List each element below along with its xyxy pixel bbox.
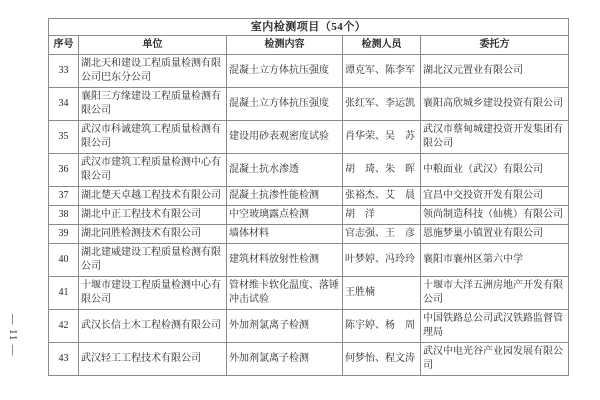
- table-body: [49, 55, 569, 376]
- table-row: [49, 343, 569, 376]
- cell-serial-no: 34: [49, 88, 79, 121]
- table-row: [49, 121, 569, 154]
- cell-unit: 湖北中正工程技术有限公司: [79, 206, 227, 225]
- cell-test-content: 混凝土抗渗性能检测: [227, 187, 343, 206]
- table-row: [49, 187, 569, 206]
- cell-unit: 十堰市建设工程质量检测中心有限公司: [79, 277, 227, 310]
- cell-test-personnel: 胡 洋: [343, 206, 421, 225]
- cell-test-content: 混凝土立方体抗压强度: [227, 88, 343, 121]
- table-row: [49, 88, 569, 121]
- cell-unit: 湖北同胜检测技术有限公司: [79, 225, 227, 244]
- cell-unit: 襄阳三方缘建设工程质量检测有限公司: [79, 88, 227, 121]
- table-row: [49, 154, 569, 187]
- cell-unit: 武汉市建筑工程质量检测中心有限公司: [79, 154, 227, 187]
- indoor-inspection-table: [48, 18, 569, 376]
- column-header-serial-no: 序号: [49, 36, 79, 55]
- cell-serial-no: 41: [49, 277, 79, 310]
- cell-test-personnel: 谭克军、陈李军: [343, 55, 421, 88]
- cell-serial-no: 36: [49, 154, 79, 187]
- cell-serial-no: 42: [49, 310, 79, 343]
- table-row: [49, 277, 569, 310]
- column-header-test-content: 检测内容: [227, 36, 343, 55]
- cell-test-content: 建筑材料放射性检测: [227, 244, 343, 277]
- cell-client: 武汉中电光谷产业园发展有限公司: [421, 343, 569, 376]
- table-row: [49, 55, 569, 88]
- cell-unit: 武汉轻工工程技术有限公司: [79, 343, 227, 376]
- cell-test-personnel: 何梦怡、程文涛: [343, 343, 421, 376]
- table-row: [49, 310, 569, 343]
- cell-serial-no: 33: [49, 55, 79, 88]
- cell-serial-no: 37: [49, 187, 79, 206]
- cell-test-personnel: 官志强、王 彦: [343, 225, 421, 244]
- column-header-client: 委托方: [421, 36, 569, 55]
- cell-serial-no: 35: [49, 121, 79, 154]
- cell-test-content: 混凝土立方体抗压强度: [227, 55, 343, 88]
- cell-test-content: 外加剂氯离子检测: [227, 343, 343, 376]
- column-header-test-personnel: 检测人员: [343, 36, 421, 55]
- cell-client: 领尚制造科技（仙桃）有限公司: [421, 206, 569, 225]
- cell-client: 十堰市大洋五洲房地产开发有限公司: [421, 277, 569, 310]
- cell-client: 宜昌中交投资开发有限公司: [421, 187, 569, 206]
- cell-serial-no: 39: [49, 225, 79, 244]
- cell-serial-no: 43: [49, 343, 79, 376]
- cell-test-content: 建设用砂表观密度试验: [227, 121, 343, 154]
- cell-client: 湖北汉元置业有限公司: [421, 55, 569, 88]
- cell-client: 襄阳高欣城乡建设投资有限公司: [421, 88, 569, 121]
- cell-client: 中粮面业（武汉）有限公司: [421, 154, 569, 187]
- cell-test-content: 混凝土抗水渗透: [227, 154, 343, 187]
- cell-client: 中国铁路总公司武汉铁路监督管理局: [421, 310, 569, 343]
- cell-test-personnel: 王胜楠: [343, 277, 421, 310]
- cell-client: 恩施梦巢小镇置业有限公司: [421, 225, 569, 244]
- cell-client: 襄阳市襄州区第六中学: [421, 244, 569, 277]
- cell-unit: 湖北楚天卓越工程技术有限公司: [79, 187, 227, 206]
- cell-test-personnel: 肖华荣、吴 苏: [343, 121, 421, 154]
- cell-test-personnel: 张红军、李运凯: [343, 88, 421, 121]
- cell-unit: 武汉市科诚建筑工程质量检测有限公司: [79, 121, 227, 154]
- table-row: [49, 225, 569, 244]
- table-header-row: [49, 36, 569, 55]
- table-row: [49, 206, 569, 225]
- cell-test-personnel: 陈宇婷、杨 周: [343, 310, 421, 343]
- cell-unit: 武汉长信土木工程检测有限公司: [79, 310, 227, 343]
- cell-test-content: 中空玻璃露点检测: [227, 206, 343, 225]
- cell-test-content: 外加剂氯离子检测: [227, 310, 343, 343]
- column-header-unit: 单位: [79, 36, 227, 55]
- cell-client: 武汉市蔡甸城建投资开发集团有限公司: [421, 121, 569, 154]
- cell-serial-no: 38: [49, 206, 79, 225]
- cell-test-personnel: 叶梦婷、冯玲玲: [343, 244, 421, 277]
- table-row: [49, 244, 569, 277]
- cell-test-personnel: 张裕杰、艾 晨: [343, 187, 421, 206]
- cell-test-personnel: 胡 琦、朱 晖: [343, 154, 421, 187]
- cell-test-content: 管材维卡软化温度、落锤冲击试验: [227, 277, 343, 310]
- cell-unit: 湖北天和建设工程质量检测有限公司巴东分公司: [79, 55, 227, 88]
- page-number: — 11 —: [7, 314, 18, 357]
- cell-serial-no: 40: [49, 244, 79, 277]
- table-title: 室内检测项目（54个）: [49, 19, 569, 36]
- cell-unit: 湖北建威建设工程质量检测有限公司: [79, 244, 227, 277]
- cell-test-content: 墙体材料: [227, 225, 343, 244]
- table-title-row: [49, 19, 569, 36]
